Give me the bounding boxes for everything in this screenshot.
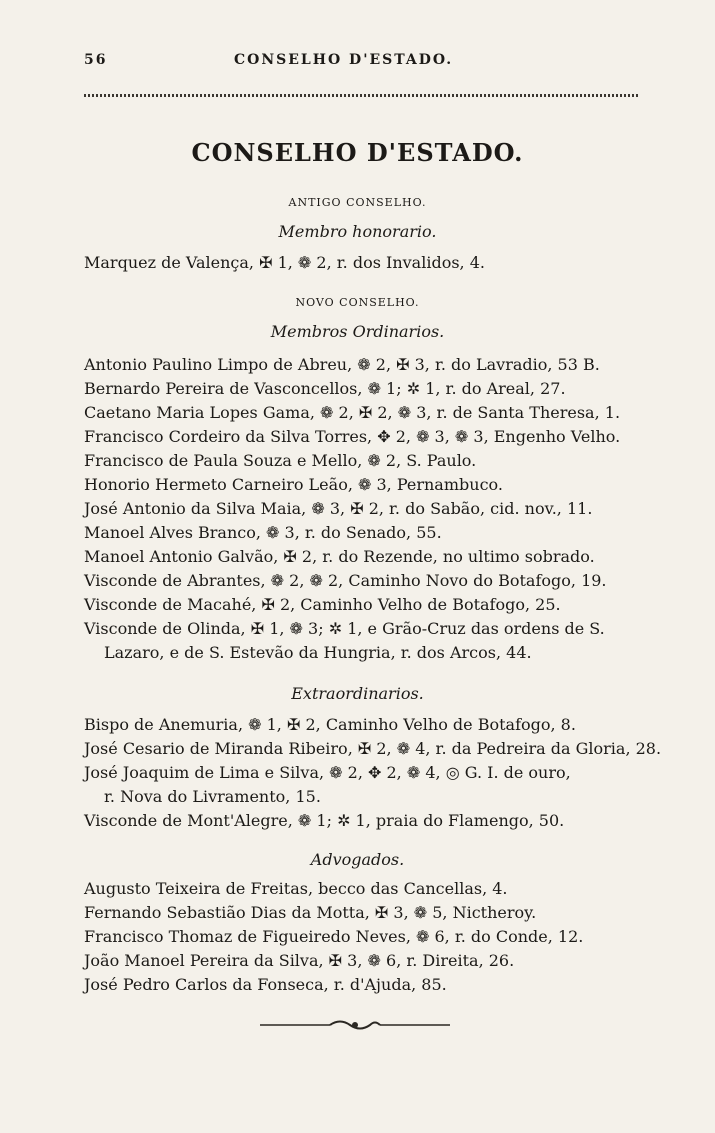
page-title: CONSELHO D'ESTADO. [191,138,524,167]
entry: Visconde de Mont'Alegre, ❁ 1; ✲ 1, praia do Flamengo, 50. [84,811,565,830]
entry-continuation: Lazaro, e de S. Estevão da Hungria, r. dos Arcos, 44. [104,643,532,662]
entry: Caetano Maria Lopes Gama, ❁ 2, ✠ 2, ❁ 3, r. de Santa Theresa, 1. [84,403,621,422]
entry: Visconde de Macahé, ✠ 2, Caminho Velho de Botafogo, 25. [84,595,561,614]
entry: Manoel Alves Branco, ❁ 3, r. do Senado, 55. [84,523,442,542]
entry: Manoel Antonio Galvão, ✠ 2, r. do Rezende, no ultimo sobrado. [84,547,595,566]
entry: Bernardo Pereira de Vasconcellos, ❁ 1; ✲ 1, r. do Areal, 27. [84,379,566,398]
entry: Visconde de Olinda, ✠ 1, ❁ 3; ✲ 1, e Grão-Cruz das ordens de S. [84,619,605,638]
entry: Augusto Teixeira de Freitas, becco das Cancellas, 4. [84,879,508,898]
entry: Fernando Sebastião Dias da Motta, ✠ 3, ❁ 5, Nictheroy. [84,903,537,922]
subheading-membro-honorario: Membro honorario. [278,222,437,241]
entry: Francisco de Paula Souza e Mello, ❁ 2, S. Paulo. [84,451,477,470]
entry: Bispo de Anemuria, ❁ 1, ✠ 2, Caminho Velho de Botafogo, 8. [84,715,576,734]
entry: Francisco Cordeiro da Silva Torres, ✥ 2, ❁ 3, ❁ 3, Engenho Velho. [84,427,621,446]
entry: Honorio Hermeto Carneiro Leão, ❁ 3, Pernambuco. [84,475,503,494]
subheading-membros-ordinarios: Membros Ordinarios. [270,322,445,341]
section-heading-novo: NOVO CONSELHO. [295,296,420,309]
entry: José Antonio da Silva Maia, ❁ 3, ✠ 2, r. do Sabão, cid. nov., 11. [84,499,593,518]
entry: José Cesario de Miranda Ribeiro, ✠ 2, ❁ 4, r. da Pedreira da Gloria, 28. [84,739,662,758]
end-ornament-icon [260,1018,450,1032]
running-title: CONSELHO D'ESTADO. [234,52,454,68]
section-heading-antigo: ANTIGO CONSELHO. [288,196,427,209]
header-rule [84,94,640,97]
entry: Antonio Paulino Limpo de Abreu, ❁ 2, ✠ 3, r. do Lavradio, 53 B. [84,355,600,374]
entry: João Manoel Pereira da Silva, ✠ 3, ❁ 6, r. Direita, 26. [84,951,515,970]
running-head [84,52,644,76]
entry: Marquez de Valença, ✠ 1, ❁ 2, r. dos Invalidos, 4. [84,253,485,272]
entry: Visconde de Abrantes, ❁ 2, ❁ 2, Caminho Novo do Botafogo, 19. [84,571,607,590]
entry: José Joaquim de Lima e Silva, ❁ 2, ✥ 2, ❁ 4, ◎ G. I. de ouro, [84,763,571,782]
page-number: 56 [84,52,108,68]
entry-continuation: r. Nova do Livramento, 15. [104,787,321,806]
entry: Francisco Thomaz de Figueiredo Neves, ❁ 6, r. do Conde, 12. [84,927,584,946]
subheading-advogados: Advogados. [310,850,405,869]
subheading-extraordinarios: Extraordinarios. [291,684,424,703]
entry: José Pedro Carlos da Fonseca, r. d'Ajuda, 85. [84,975,447,994]
